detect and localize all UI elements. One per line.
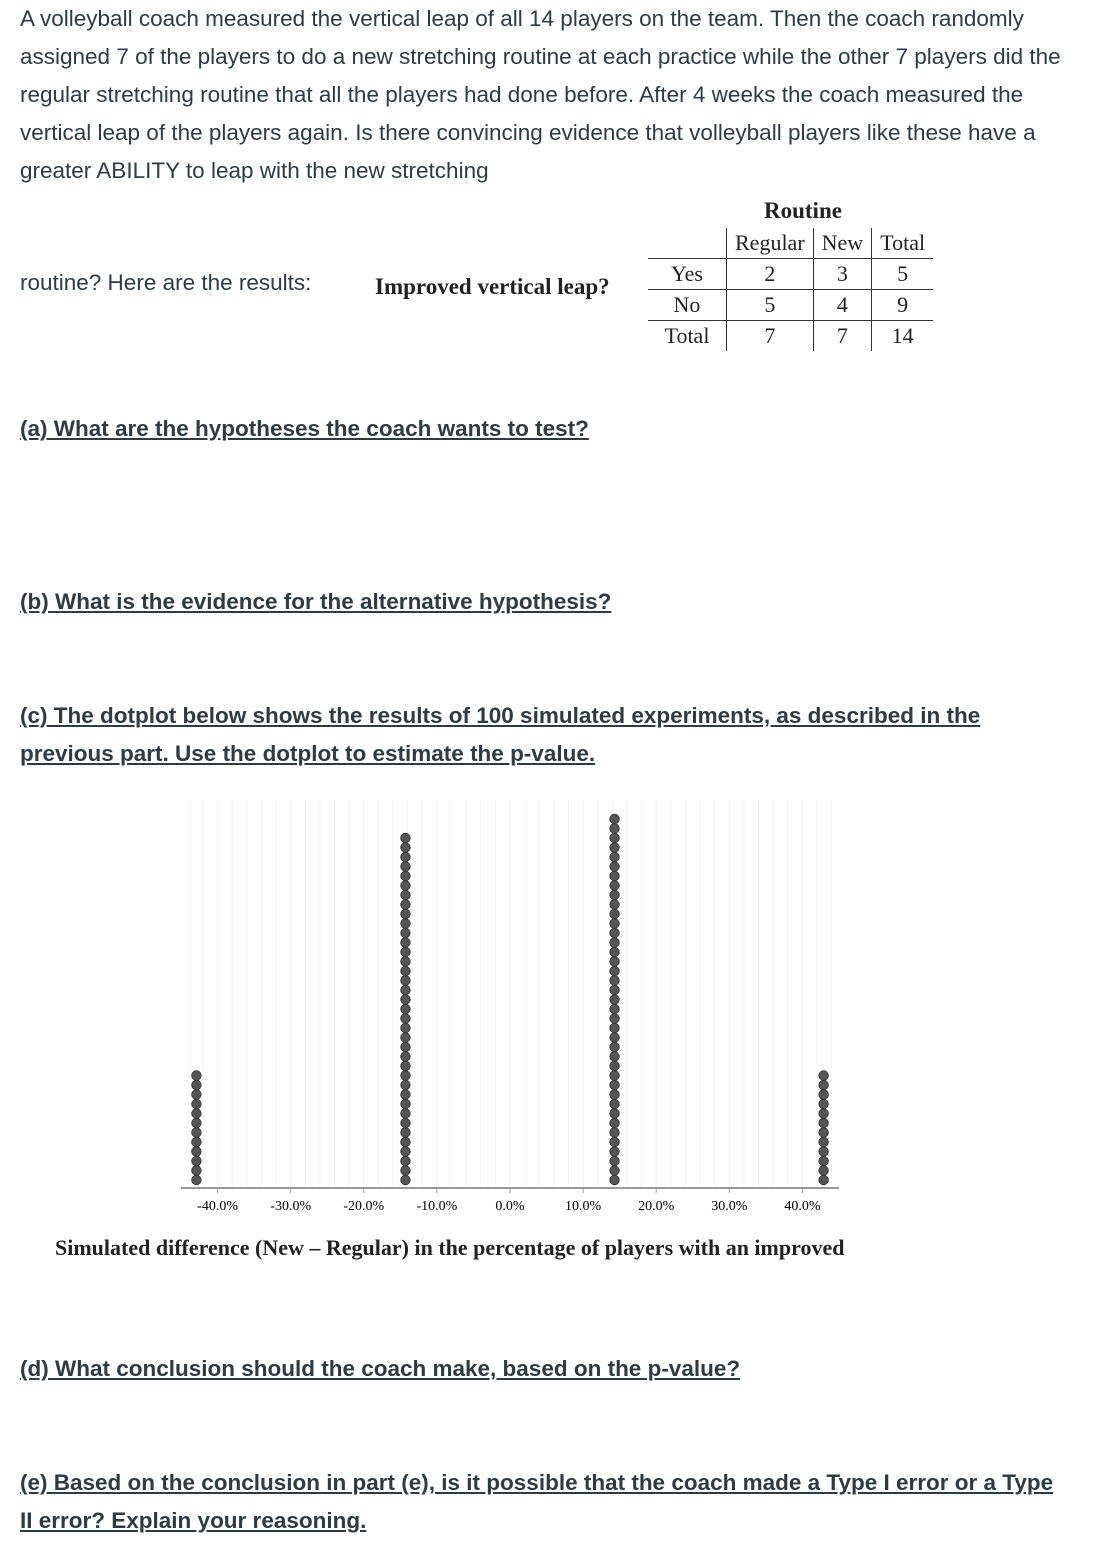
column-header: Total <box>872 228 933 259</box>
dot <box>401 1166 411 1176</box>
x-tick-label: 0.0% <box>495 1199 525 1214</box>
dot <box>610 919 620 929</box>
dot <box>401 1071 411 1081</box>
dot <box>610 862 620 872</box>
dot <box>610 985 620 995</box>
dot <box>192 1166 202 1176</box>
row-label: Total <box>648 321 727 352</box>
table-cell: 7 <box>727 321 814 352</box>
dotplot-x-axis-label: Simulated difference (New – Regular) in the percentage of players with an improved <box>55 1235 845 1260</box>
dot <box>192 1147 202 1157</box>
dot <box>610 1166 620 1176</box>
x-tick-label: -20.0% <box>343 1199 385 1214</box>
dot <box>819 1137 829 1147</box>
dot <box>401 890 411 900</box>
dot <box>401 1042 411 1052</box>
row-variable-label: Improved vertical leap? <box>375 274 610 299</box>
dot <box>610 1080 620 1090</box>
table-row <box>648 290 933 321</box>
dot <box>819 1166 829 1176</box>
dot <box>819 1099 829 1109</box>
question-c: (c) The dotplot below shows the results of 100 simulated experiments, as described in the previous part. Use the dotplot to estimate the p-value. <box>20 703 981 766</box>
dot <box>401 1080 411 1090</box>
table-cell: 4 <box>813 290 872 321</box>
row-label: Yes <box>648 259 727 290</box>
dot <box>192 1099 202 1109</box>
column-variable-label: Routine <box>764 198 842 223</box>
dot <box>401 1137 411 1147</box>
dot <box>610 852 620 862</box>
table-cell: 7 <box>813 321 872 352</box>
dot <box>610 976 620 986</box>
dot <box>401 919 411 929</box>
dot <box>610 1147 620 1157</box>
dot <box>610 833 620 843</box>
dot <box>401 1061 411 1071</box>
dot <box>192 1156 202 1166</box>
dot <box>610 1071 620 1081</box>
dot <box>610 1033 620 1043</box>
dot <box>401 985 411 995</box>
dot <box>610 995 620 1005</box>
dot <box>401 862 411 872</box>
dot <box>401 995 411 1005</box>
x-tick-label: 30.0% <box>711 1199 748 1214</box>
dot <box>192 1118 202 1128</box>
two-way-table <box>648 228 933 351</box>
dot <box>819 1118 829 1128</box>
x-tick-label: 20.0% <box>638 1199 675 1214</box>
dot <box>819 1090 829 1100</box>
x-tick-label: 10.0% <box>565 1199 602 1214</box>
dot <box>819 1175 829 1185</box>
dot <box>610 881 620 891</box>
dot <box>192 1109 202 1119</box>
dot <box>610 1156 620 1166</box>
dot <box>610 957 620 967</box>
dot <box>401 909 411 919</box>
dot <box>819 1128 829 1138</box>
dot <box>610 1128 620 1138</box>
dot <box>610 890 620 900</box>
question-e: (e) Based on the conclusion in part (e), is it possible that the coach made a Type I error or a Type II error? Explain your reasoning. <box>20 1470 1054 1533</box>
dot <box>610 928 620 938</box>
x-tick-label: -10.0% <box>416 1199 458 1214</box>
dot <box>192 1080 202 1090</box>
dot <box>610 1090 620 1100</box>
dot <box>610 947 620 957</box>
table-cell: 5 <box>727 290 814 321</box>
table-cell: 3 <box>813 259 872 290</box>
dot <box>192 1137 202 1147</box>
dot <box>610 1109 620 1119</box>
column-header: Regular <box>727 228 814 259</box>
dot <box>401 900 411 910</box>
dot <box>610 1052 620 1062</box>
dot <box>192 1090 202 1100</box>
x-tick-label: -30.0% <box>270 1199 312 1214</box>
dot <box>401 1052 411 1062</box>
dot <box>610 814 620 824</box>
dotplot <box>0 790 1104 1230</box>
dot <box>401 1004 411 1014</box>
dot <box>401 1175 411 1185</box>
problem-intro-continued: routine? Here are the results: <box>20 270 312 295</box>
dot <box>192 1071 202 1081</box>
question-d: (d) What conclusion should the coach make, based on the p-value? <box>20 1356 741 1381</box>
dot <box>401 947 411 957</box>
x-tick-label: -40.0% <box>197 1199 239 1214</box>
dot <box>610 871 620 881</box>
dot <box>192 1128 202 1138</box>
dot <box>610 1061 620 1071</box>
dot <box>610 1023 620 1033</box>
question-a: (a) What are the hypotheses the coach wants to test? <box>20 416 589 441</box>
dot <box>401 843 411 853</box>
dot <box>610 824 620 834</box>
dot <box>610 843 620 853</box>
dot <box>401 881 411 891</box>
dot <box>819 1156 829 1166</box>
row-label: No <box>648 290 727 321</box>
dot <box>610 900 620 910</box>
dot <box>401 1090 411 1100</box>
dot <box>401 1118 411 1128</box>
dot <box>401 966 411 976</box>
x-tick-label: 40.0% <box>784 1199 821 1214</box>
dot <box>401 1033 411 1043</box>
dot <box>610 1042 620 1052</box>
table-cell: 14 <box>872 321 933 352</box>
dot <box>401 852 411 862</box>
column-header: New <box>813 228 872 259</box>
dot <box>610 1014 620 1024</box>
dot <box>401 1099 411 1109</box>
dot <box>610 1137 620 1147</box>
dot <box>401 1023 411 1033</box>
dot <box>401 1128 411 1138</box>
dot <box>610 1004 620 1014</box>
dot <box>401 1109 411 1119</box>
dot <box>401 928 411 938</box>
dot <box>401 1147 411 1157</box>
dot <box>401 938 411 948</box>
dot <box>819 1109 829 1119</box>
dot <box>401 1156 411 1166</box>
dot <box>819 1147 829 1157</box>
table-cell: 5 <box>872 259 933 290</box>
dot <box>819 1071 829 1081</box>
dot <box>610 1099 620 1109</box>
question-b: (b) What is the evidence for the alternative hypothesis? <box>20 589 612 614</box>
table-row <box>648 321 933 352</box>
dot <box>401 976 411 986</box>
dot <box>610 909 620 919</box>
table-cell: 9 <box>872 290 933 321</box>
dot <box>401 871 411 881</box>
table-header-row <box>648 228 933 259</box>
dot <box>819 1080 829 1090</box>
dot <box>401 1014 411 1024</box>
dot <box>401 833 411 843</box>
dot <box>610 1118 620 1128</box>
problem-intro: A volleyball coach measured the vertical leap of all 14 players on the team. Then the coach randomly assigned 7 of the players to do a new stretching routine at each practice while the other 7 players did the regular stretching routine that all the players had done before. After 4 weeks the coach measured the vertical leap of the players again. Is there convincing evidence that volleyball players like these have a greater ABILITY to leap with the new stretching <box>20 6 1061 183</box>
dot <box>192 1175 202 1185</box>
dot <box>610 1175 620 1185</box>
table-cell: 2 <box>727 259 814 290</box>
table-row <box>648 259 933 290</box>
dot <box>401 957 411 967</box>
dot <box>610 938 620 948</box>
dot <box>610 966 620 976</box>
